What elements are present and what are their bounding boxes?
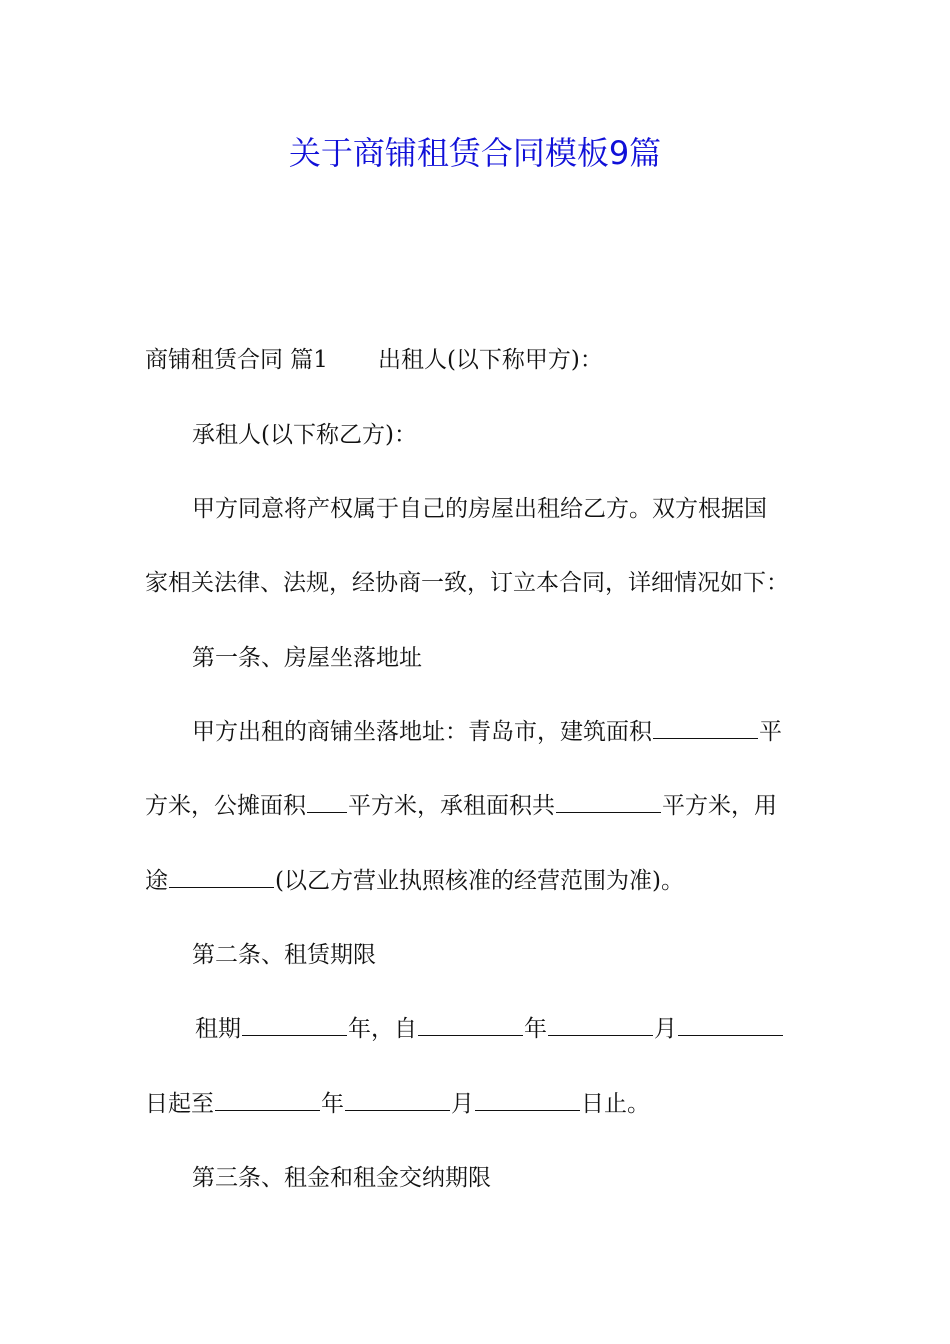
start-day-blank [678,1013,783,1036]
end-year-blank [215,1088,320,1111]
year-label: 年 [321,1091,344,1117]
rented-area-blank [556,790,661,813]
purpose-lead-text: 平方米，用 [662,793,777,819]
from-label: 年，自 [348,1016,417,1042]
paragraph-line-3: 甲方同意将产权属于自己的房屋出租给乙方。双方根据国 [192,496,767,522]
article-3-heading: 第三条、租金和租金交纳期限 [192,1165,491,1191]
article-1-heading: 第一条、房屋坐落地址 [192,645,422,671]
contract-section-heading: 商铺租赁合同 篇1 [145,347,328,373]
month-label: 月 [654,1016,677,1042]
paragraph-line-8 [145,861,684,901]
purpose-note: (以乙方营业执照核准的经营范围为准)。 [275,868,684,894]
until-label: 日起至 [145,1091,214,1117]
shared-area-label: 方米，公摊面积 [145,793,306,819]
paragraph-line-10 [195,1009,784,1049]
article-2-heading: 第二条、租赁期限 [192,942,376,968]
purpose-blank [169,865,274,888]
document-title: 关于商铺租赁合同模板9篇 [288,134,662,172]
start-month-blank [548,1013,653,1036]
end-month-blank [345,1088,450,1111]
year-label: 年 [524,1016,547,1042]
paragraph-line-11 [145,1084,650,1124]
rented-area-label: 平方米，承租面积共 [348,793,555,819]
lessee-label: 承租人(以下称乙方)： [192,422,417,448]
paragraph-line-1 [145,340,603,380]
end-day-blank [475,1088,580,1111]
term-years-blank [242,1013,347,1036]
shared-area-blank [307,790,347,813]
paragraph-line-6 [192,712,782,752]
unit-text: 平 [759,719,782,745]
address-text: 甲方出租的商铺坐落地址：青岛市，建筑面积 [192,719,652,745]
paragraph-line-4: 家相关法律、法规，经协商一致，订立本合同，详细情况如下： [145,570,789,596]
paragraph-line-7 [145,786,777,826]
lessor-label: 出租人(以下称甲方)： [377,347,603,373]
start-year-blank [418,1013,523,1036]
purpose-label: 途 [145,868,168,894]
lease-term-label: 租期 [195,1016,241,1042]
building-area-blank [653,716,758,739]
month-label: 月 [451,1091,474,1117]
end-suffix: 日止。 [581,1091,650,1117]
